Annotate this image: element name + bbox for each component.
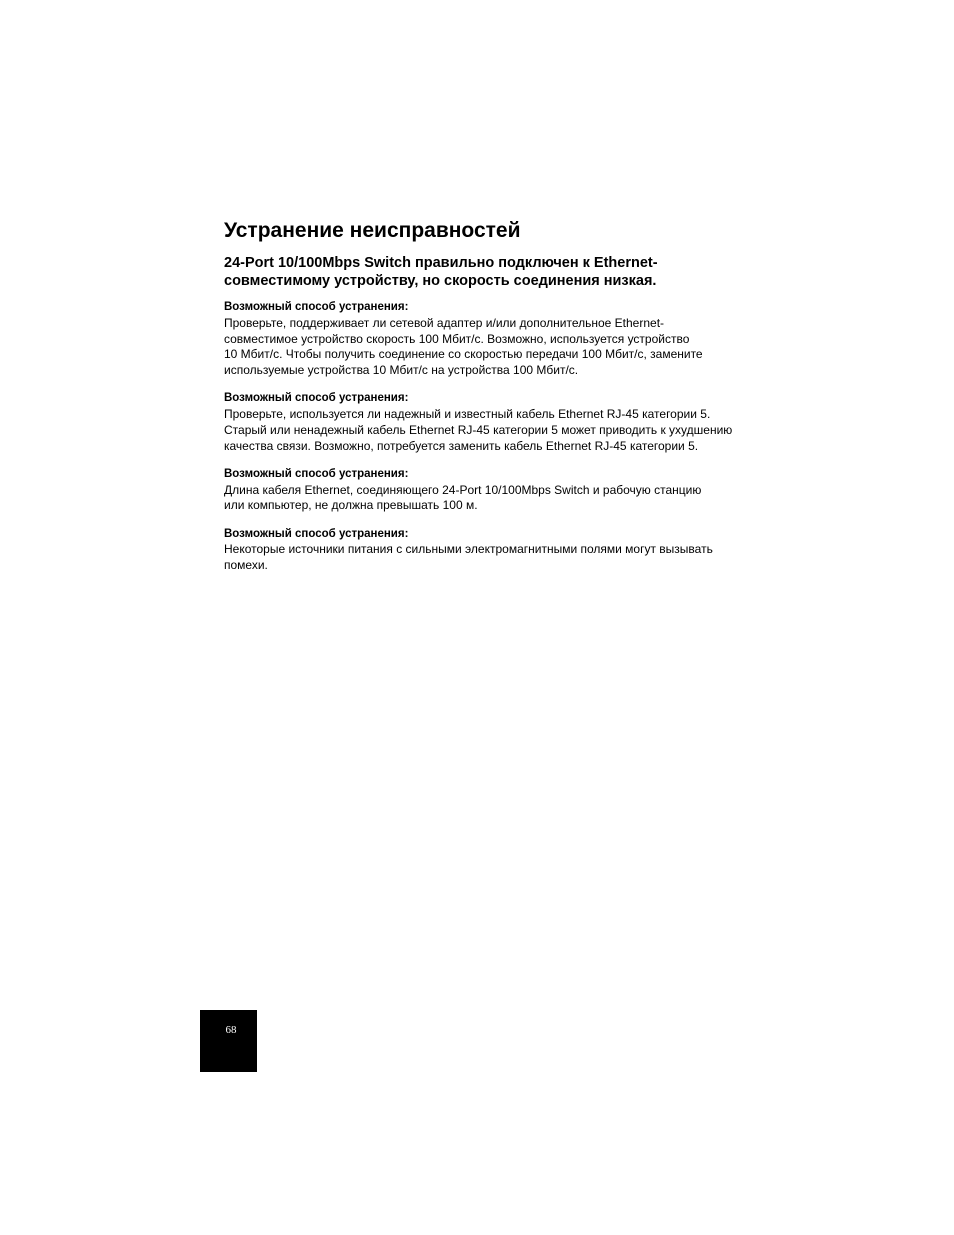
- solution-label: Возможный способ устранения:: [224, 467, 409, 480]
- solution-label: Возможный способ устранения:: [224, 392, 409, 405]
- solution-label: Возможный способ устранения:: [224, 527, 409, 540]
- page-number-tab: [200, 1010, 257, 1072]
- section-heading-line: совместимому устройству, но скорость соединения низкая.: [224, 273, 657, 289]
- solution-text: [224, 483, 744, 515]
- solution-label: Возможный способ устранения:: [224, 301, 409, 313]
- solution-block: [224, 527, 744, 574]
- page-content: [224, 216, 744, 586]
- solution-line: качества связи. Возможно, потребуется заменить кабель Ethernet RJ-45 категории 5.: [224, 438, 699, 453]
- solution-line: Проверьте, используется ли надежный и известный кабель Ethernet RJ-45 категории 5.: [224, 407, 711, 421]
- page-title: Устранение неисправностей: [224, 219, 521, 242]
- solution-line: Некоторые источники питания с сильными электромагнитными полями могут вызывать: [224, 542, 713, 557]
- solution-line: или компьютер, не должна превышать 100 м.: [224, 498, 478, 513]
- solution-line: используемые устройства 10 Мбит/с на устройства 100 Мбит/с.: [224, 363, 579, 377]
- solution-text: [224, 407, 744, 454]
- solution-line: 10 Мбит/с. Чтобы получить соединение со скоростью передачи 100 Мбит/с, замените: [224, 347, 703, 362]
- solution-line: Проверьте, поддерживает ли сетевой адаптер и/или дополнительное Ethernet-: [224, 315, 665, 330]
- section-heading-line: 24-Port 10/100Mbps Switch правильно подключен к Ethernet-: [224, 255, 658, 271]
- solution-text: [224, 316, 744, 379]
- solution-block: [224, 300, 744, 379]
- page-number: 68: [225, 1024, 237, 1036]
- section-heading: [224, 254, 744, 290]
- solution-line: совместимое устройство скорость 100 Мбит/с. Возможно, используется устройство: [224, 331, 690, 346]
- solution-line: Старый или ненадежный кабель Ethernet RJ-45 категории 5 может приводить к ухудшению: [224, 422, 733, 437]
- solution-block: [224, 467, 744, 514]
- solution-block: [224, 391, 744, 454]
- solution-text: [224, 542, 744, 574]
- solution-line: помехи.: [224, 558, 268, 572]
- solution-line: Длина кабеля Ethernet, соединяющего 24-Port 10/100Mbps Switch и рабочую станцию: [224, 482, 702, 497]
